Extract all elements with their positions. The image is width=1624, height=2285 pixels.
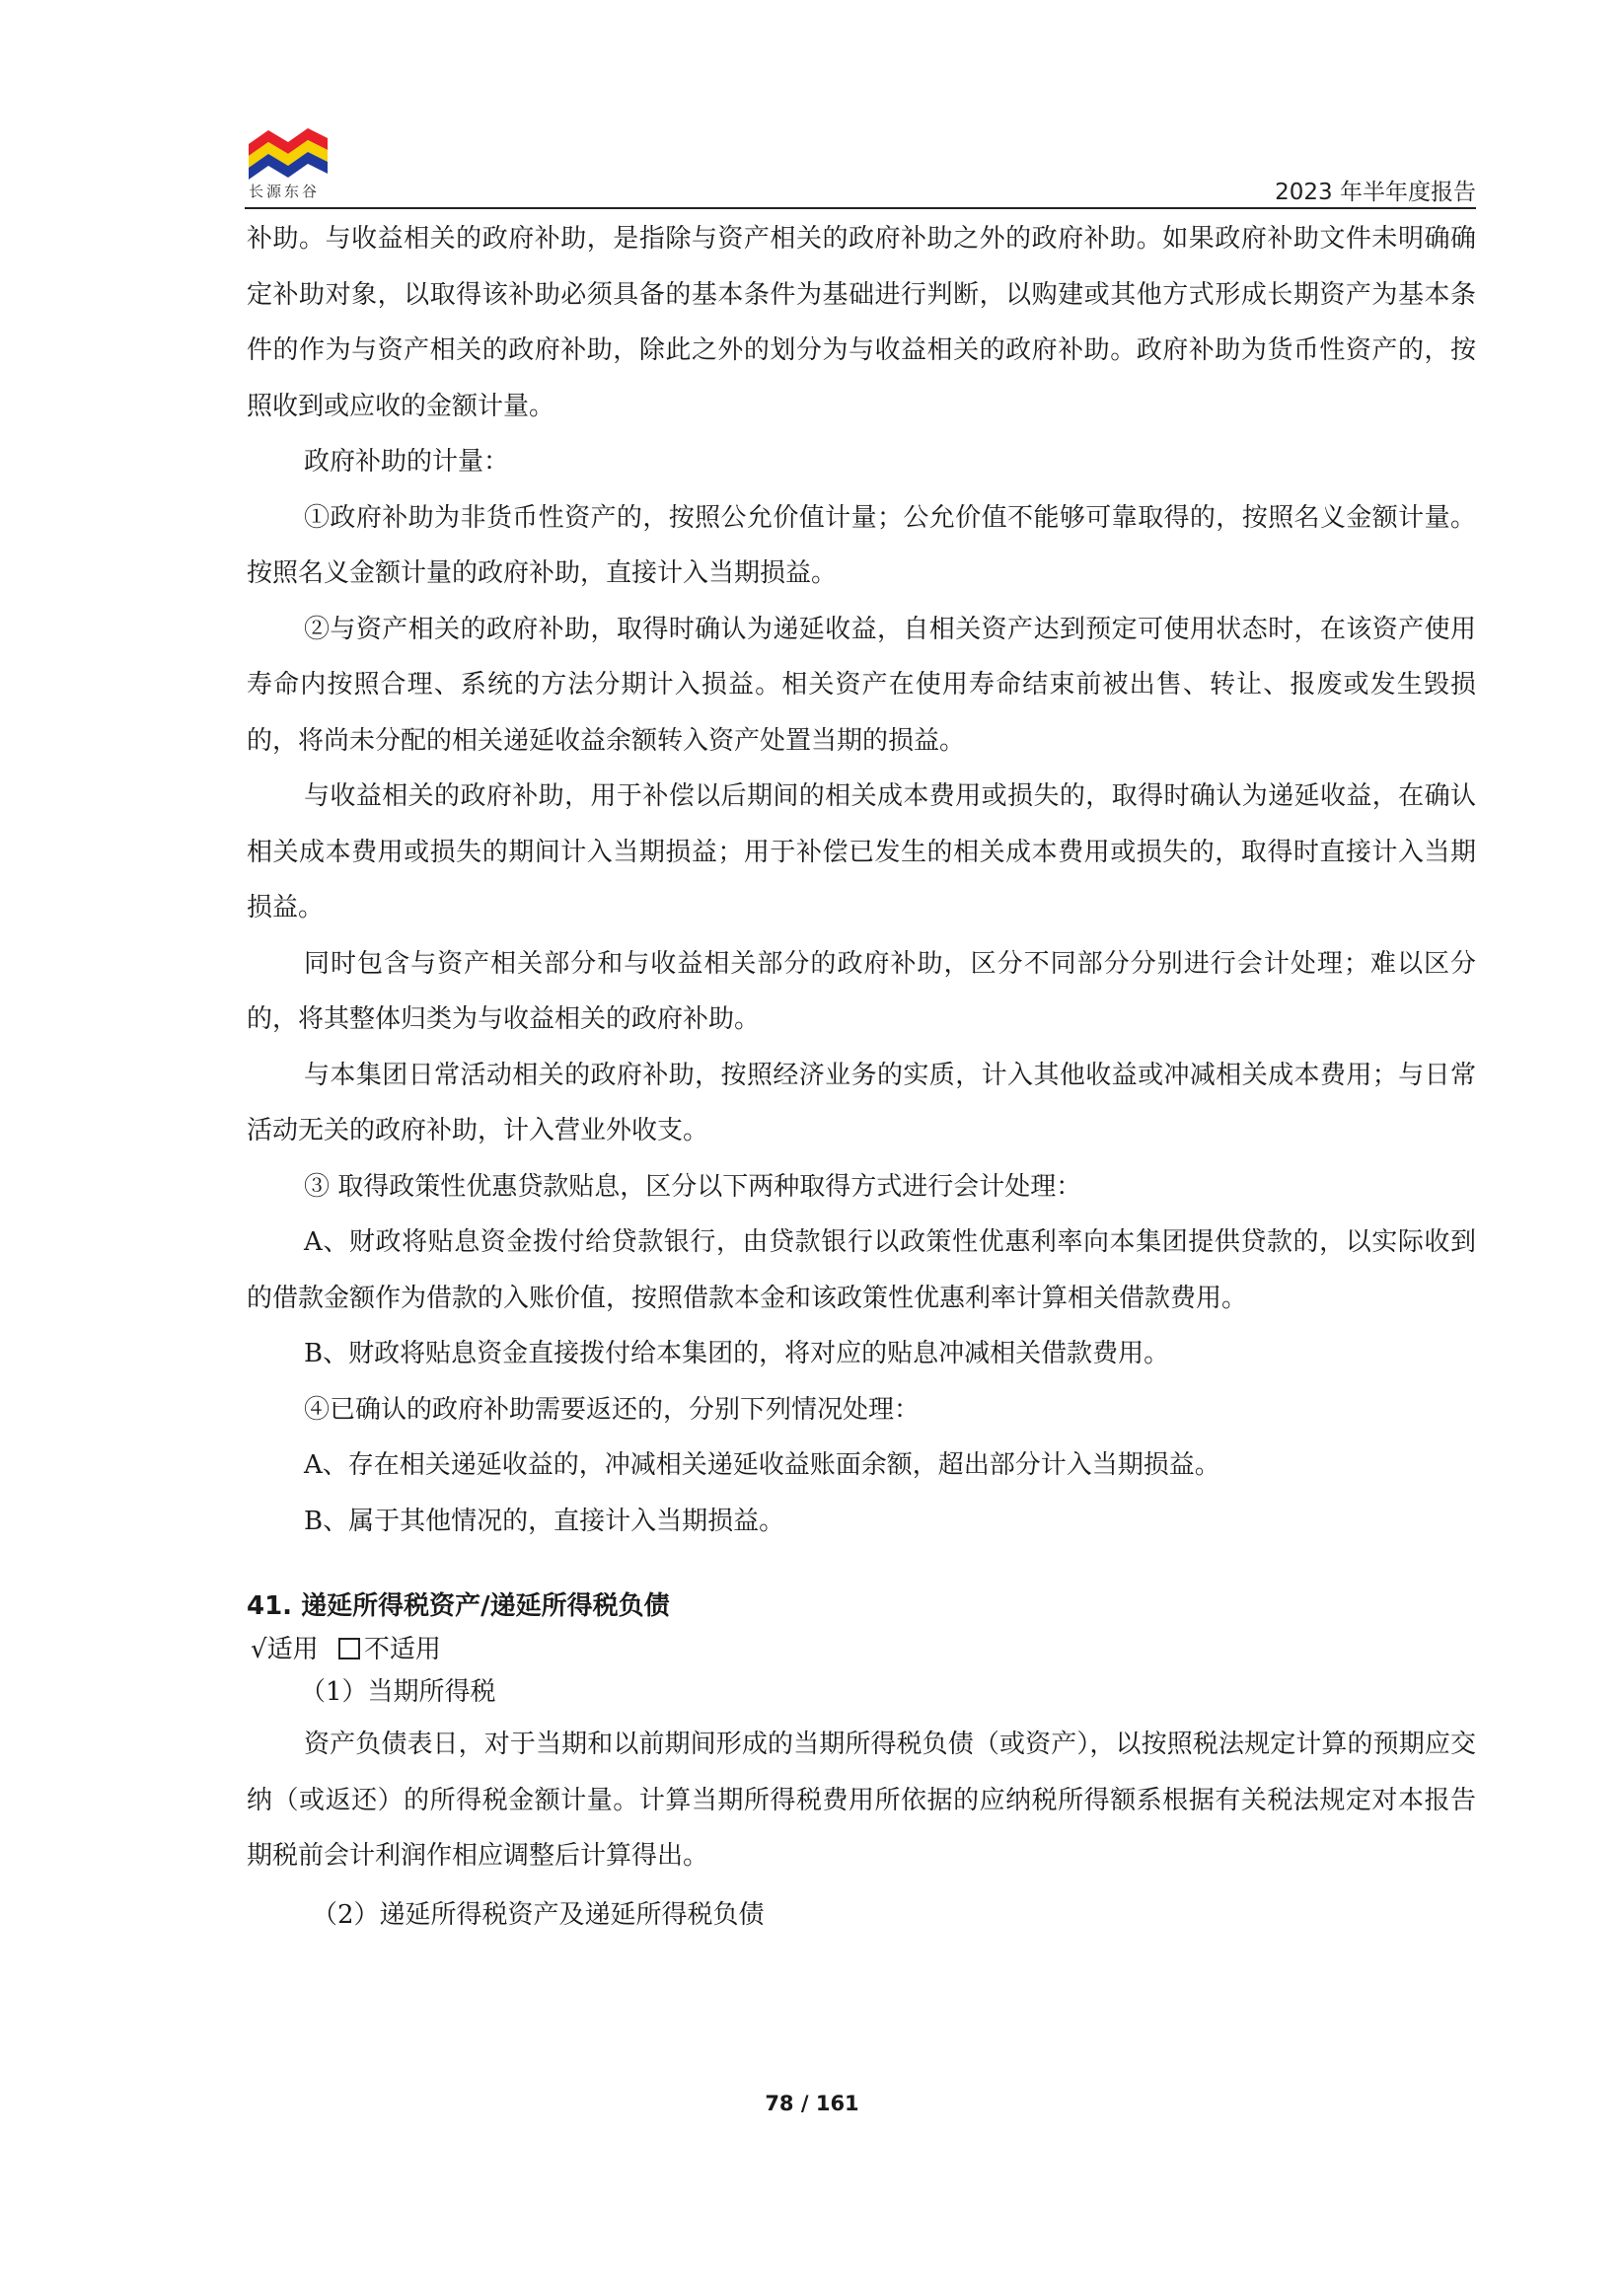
paragraph-measurement-heading: 政府补助的计量： (304, 447, 510, 477)
applicability-line (251, 1630, 1476, 1669)
paragraph-subsidy-a: A、财政将贴息资金拨付给贷款银行，由贷款银行以政策性优惠利率向本集团提供贷款的，以实际收到的借款金额作为借款的入账价值，按照借款本金和该政策性优惠利率计算相关借款费用。 (247, 1227, 1476, 1313)
paragraph-income-related: 与收益相关的政府补助，用于补偿以后期间的相关成本费用或损失的，取得时确认为递延收益，在确认相关成本费用或损失的期间计入当期损益；用于补偿已发生的相关成本费用或损失的，取得时直接计入当期损益。 (247, 781, 1476, 922)
paragraph-mixed: 同时包含与资产相关部分和与收益相关部分的政府补助，区分不同部分分别进行会计处理；难以区分的，将其整体归类为与收益相关的政府补助。 (247, 948, 1476, 1034)
paragraph-refund-a: A、存在相关递延收益的，冲减相关递延收益账面余额，超出部分计入当期损益。 (304, 1450, 1220, 1480)
logo-text: 长源东谷 (249, 183, 321, 200)
subsection-current-tax: （1）当期所得税 (300, 1677, 496, 1707)
check-mark-icon: √ (251, 1635, 267, 1664)
report-title: 2023 年半年度报告 (1275, 180, 1476, 205)
paragraph-daily-activities: 与本集团日常活动相关的政府补助，按照经济业务的实质，计入其他收益或冲减相关成本费用；与日常活动无关的政府补助，计入营业外收支。 (247, 1060, 1476, 1145)
paragraph-subsidy-b: B、财政将贴息资金直接拨付给本集团的，将对应的贴息冲减相关借款费用。 (304, 1339, 1170, 1368)
page-content (247, 211, 1476, 1944)
not-applicable-label: 不适用 (363, 1635, 441, 1664)
empty-checkbox-icon (338, 1638, 360, 1659)
paragraph-continued: 补助。与收益相关的政府补助，是指除与资产相关的政府补助之外的政府补助。如果政府补助文件未明确确定补助对象，以取得该补助必须具备的基本条件为基础进行判断，以购建或其他方式形成长期资产为基本条件的作为与资产相关的政府补助，除此之外的划分为与收益相关的政府补助。政府补助为货币性资产的，按照收到或应收的金额计量。 (247, 224, 1476, 421)
paragraph-refund-b: B、属于其他情况的，直接计入当期损益。 (304, 1506, 785, 1536)
paragraph-refund: ④已确认的政府补助需要返还的，分别下列情况处理： (304, 1394, 921, 1425)
page-number: 78 / 161 (765, 2092, 859, 2115)
paragraph-interest-subsidy: ③ 取得政策性优惠贷款贴息，区分以下两种取得方式进行会计处理： (304, 1171, 1082, 1202)
paragraph-asset-related: ②与资产相关的政府补助，取得时确认为递延收益，自相关资产达到预定可使用状态时，在该资产使用寿命内按照合理、系统的方法分期计入损益。相关资产在使用寿命结束前被出售、转让、报废或发生毁损的，将尚未分配的相关递延收益余额转入资产处置当期的损益。 (247, 614, 1476, 756)
subsection-deferred-tax: （2）递延所得税资产及递延所得税负债 (312, 1899, 765, 1930)
header-divider (245, 207, 1476, 209)
section-title: 41. 递延所得税资产/递延所得税负债 (247, 1591, 670, 1621)
paragraph-non-monetary: ①政府补助为非货币性资产的，按照公允价值计量；公允价值不能够可靠取得的，按照名义金额计量。按照名义金额计量的政府补助，直接计入当期损益。 (247, 502, 1476, 588)
applicable-label: 适用 (266, 1635, 319, 1664)
paragraph-current-tax: 资产负债表日，对于当期和以前期间形成的当期所得税负债（或资产），以按照税法规定计算的预期应交纳（或返还）的所得税金额计量。计算当期所得税费用所依据的应纳税所得额系根据有关税法规定对本报告期税前会计利润作相应调整后计算得出。 (247, 1730, 1476, 1871)
